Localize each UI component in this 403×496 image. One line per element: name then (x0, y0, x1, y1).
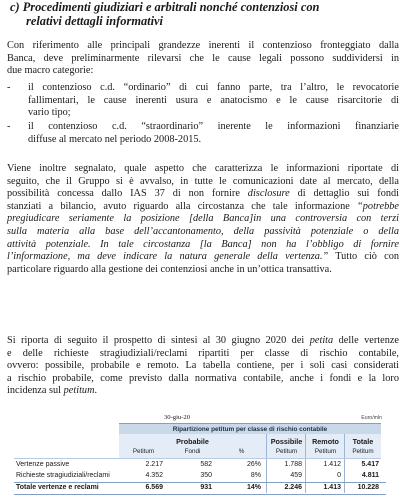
text-line: pregiudicare seriamente la posizione [della Banca]in una controversia con terzi (7, 213, 399, 225)
text-line: sulla materia alla base dell’accantonamento, della passività potenziale o della (7, 225, 399, 237)
subheader-petitum: Petitum (275, 448, 298, 455)
text-line: il contenzioso c.d. “ordinario” di cui fanno parte, tra l’altro, le revocatorie (28, 82, 399, 93)
cell-fondi: 350 (200, 472, 212, 479)
section-heading (10, 0, 400, 28)
cell-totale: 4.811 (361, 472, 379, 479)
bullet-dash: - (7, 82, 11, 93)
table-row (14, 471, 386, 482)
table-header (14, 434, 386, 458)
text-line: attività potenziale. In tale circostanza [la Banca] non ha l’obbligo di fornire (7, 238, 399, 250)
cell-possibile: 1.788 (284, 461, 302, 468)
text-line: ovvero: possibile, probabile e remoto. La tabella contiene, per i soli casi considerati (7, 360, 399, 372)
table-date: 30-giu-20 (164, 414, 191, 421)
subheader-percent: % (238, 448, 245, 455)
table-unit: Euro/mln (361, 415, 382, 421)
heading-line-1: c) Procedimenti giudiziari e arbitrali nonché contenziosi con (10, 0, 320, 14)
cell-totale: 5.417 (361, 461, 379, 468)
subheader-petitum: Petitum (352, 448, 374, 455)
row-label: Vertenze passive (16, 461, 70, 468)
text-line: Con riferimento alle principali grandezze inerenti il contenzioso fronteggiato dalla (7, 40, 399, 51)
cell-petitum: 2.217 (145, 461, 163, 468)
row-label: Totale vertenze e reclami (16, 484, 99, 491)
text-line: vario tipo; (28, 107, 71, 119)
cell-remoto: 1.413 (323, 484, 341, 491)
header-probabile: Probabile (176, 437, 209, 446)
cell-percent: 26% (246, 461, 261, 468)
header-possibile: Possibile (270, 437, 303, 446)
cell-possibile: 459 (290, 472, 302, 479)
subheader-petitum: Petitum (314, 448, 337, 455)
text-line: il contenzioso c.d. “straordinario” inerente le informazioni finanziarie (28, 121, 399, 132)
summary-paragraph (7, 335, 399, 398)
text-line: seguito, che il Gruppo si è avvalso, in tutte le comunicazioni date al mercato, della (7, 175, 399, 187)
intro-paragraph (7, 40, 399, 78)
bullet-item-straordinario (7, 121, 399, 149)
petitum-table (14, 414, 386, 496)
cell-remoto: 0 (337, 472, 341, 479)
text-line: Banca, deve preliminarmente rilevarsi che le cause legali possono suddividersi in (7, 52, 399, 64)
header-rule (14, 458, 381, 459)
table-row (14, 460, 386, 471)
text-line: diffuse al mercato nel periodo 2008-2015. (28, 133, 202, 145)
text-line: Viene inoltre segnalato, quale aspetto che caratterizza le informazioni riportate di (7, 163, 399, 174)
cell-petitum: 4.352 (145, 472, 163, 479)
text-line: a rischio probabile, come previsto dalla normativa contabile, anche i fondi e la loro (7, 372, 399, 384)
disclosure-paragraph (7, 163, 399, 276)
bullet-item-ordinario (7, 82, 399, 122)
header-totale: Totale (352, 437, 374, 446)
row-label: Richieste stragiudiziali/reclami (16, 472, 110, 479)
text-line: e delle richieste stragiudiziali/reclami ripartiti per classe di rischio contabile, (7, 347, 399, 359)
subheader-fondi: Fondi (184, 448, 201, 455)
cell-totale: 10.228 (357, 484, 379, 491)
table-row-total (14, 482, 386, 495)
text-line: stanziati a bilancio, avuto riguardo alla circostanza che tale informazione “potrebbe (7, 200, 399, 212)
cell-petitum: 6.569 (145, 484, 163, 491)
cell-fondi: 582 (200, 461, 212, 468)
text-line: l’informazione, ma deve indicare la natura generale della vertenza.” Tutto ciò con (7, 251, 399, 263)
cell-fondi: 931 (200, 484, 212, 491)
cell-percent: 14% (246, 484, 261, 491)
text-line: due macro categorie: (7, 65, 94, 77)
text-line: incidenza sul petitum. (7, 385, 98, 397)
text-line: Si riporta di seguito il prospetto di sintesi al 30 giugno 2020 dei petita delle vertenze (7, 335, 399, 346)
heading-line-2: relativi dettagli informativi (26, 14, 163, 28)
header-remoto: Remoto (312, 437, 339, 446)
table-band-title: Ripartizione petitum per classe di rischio contabile (119, 423, 381, 435)
cell-percent: 8% (250, 472, 261, 479)
bullet-dash: - (7, 121, 11, 132)
text-line: possibilità concessa dallo IAS 37 di non fornire disclosure di dettaglio sui fondi (7, 188, 399, 200)
cell-possibile: 2.246 (284, 484, 302, 491)
subheader-petitum: Petitum (132, 448, 155, 455)
cell-remoto: 1.412 (323, 461, 341, 468)
text-line: particolare riguardo alla gestione dei contenziosi anche in un’ottica transattiva. (7, 263, 332, 275)
text-line: fallimentari, le cause inerenti usura e anatocismo e le cause risarcitorie di (28, 94, 399, 106)
